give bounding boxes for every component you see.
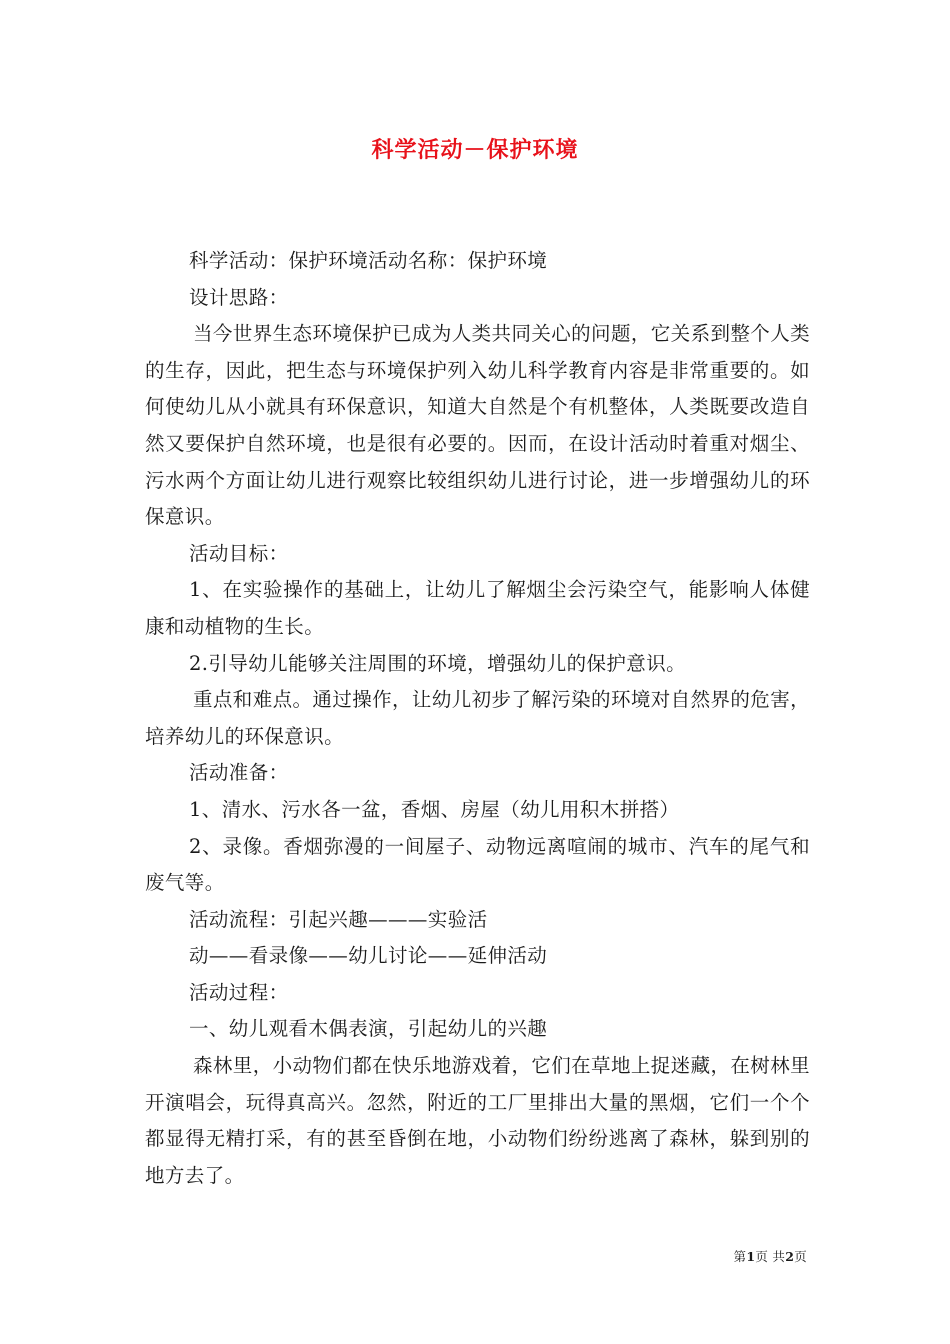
process-step-1: 一、幼儿观看木偶表演，引起幼儿的兴趣	[189, 1017, 548, 1041]
key-points-paragraph: 重点和难点。通过操作，让幼儿初步了解污染的环境对自然界的危害，培养幼儿的环保意识。	[145, 688, 810, 748]
goal-item-1: 1、在实验操作的基础上，让幼儿了解烟尘会污染空气，能影响人体健康和动植物的生长。	[145, 578, 810, 638]
story-paragraph: 森林里，小动物们都在快乐地游戏着，它们在草地上捉迷藏，在树林里开演唱会，玩得真高兴。忽然，附近的工厂里排出大量的黑烟，它们一个个都显得无精打采，有的甚至昏倒在地，小动物们纷纷逃离了森林，躲到别的地方去了。	[145, 1054, 810, 1187]
design-idea-paragraph: 当今世界生态环境保护已成为人类共同关心的问题，它关系到整个人类的生存，因此，把生态与环境保护列入幼儿科学教育内容是非常重要的。如何使幼儿从小就具有环保意识，知道大自然是个有机整体，人类既要改造自然又要保护自然环境，也是很有必要的。因而，在设计活动时着重对烟尘、污水两个方面让幼儿进行观察比较组织幼儿进行讨论，进一步增强幼儿的环保意识。	[145, 322, 810, 529]
goal-item-2: 2.引导幼儿能够关注周围的环境，增强幼儿的保护意识。	[189, 651, 687, 675]
goals-heading: 活动目标：	[189, 541, 289, 565]
page-prefix: 第	[733, 1249, 747, 1264]
page-number-footer	[734, 1247, 808, 1265]
design-idea-heading: 设计思路：	[189, 285, 289, 309]
preparation-item-2: 2、录像。香烟弥漫的一间屋子、动物远离喧闹的城市、汽车的尾气和废气等。	[145, 834, 810, 895]
document-body	[145, 243, 810, 1194]
preparation-heading: 活动准备：	[189, 761, 289, 785]
flow-line-1: 活动流程：引起兴趣———实验活	[189, 907, 488, 931]
flow-line-2: 动——看录像——幼儿讨论——延伸活动	[189, 944, 548, 968]
preparation-item-1: 1、清水、污水各一盆，香烟、房屋（幼儿用积木拼搭）	[189, 797, 680, 821]
page-total: 2	[785, 1249, 795, 1264]
activity-name-line: 科学活动：保护环境活动名称：保护环境	[189, 249, 548, 272]
process-heading: 活动过程：	[189, 980, 289, 1004]
page-middle: 页 共	[755, 1249, 786, 1264]
document-title: 科学活动－保护环境	[371, 138, 579, 163]
page-current: 1	[746, 1249, 756, 1264]
page-suffix: 页	[794, 1249, 807, 1264]
